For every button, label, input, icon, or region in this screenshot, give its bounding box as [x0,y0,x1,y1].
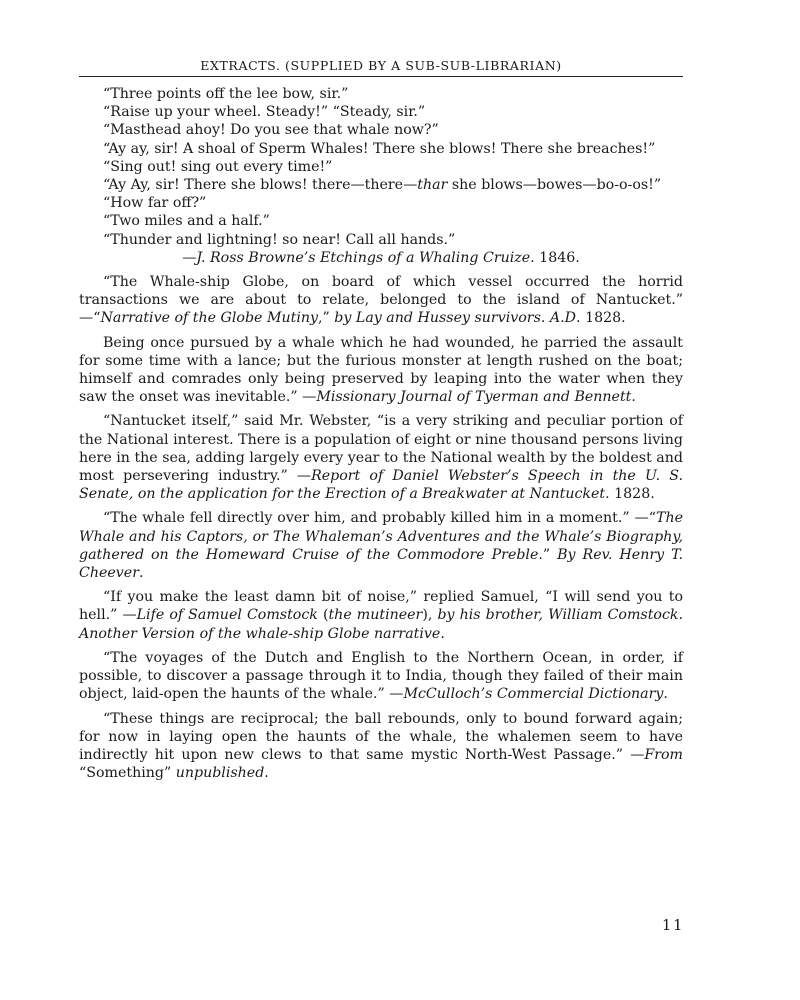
dialogue-line: “How far off?” [103,195,207,212]
extract-source: McCulloch’s Commercial Dictionary [403,686,664,703]
extract-globe [79,273,683,328]
extract-source: by his brother, William Comstock. Another Version of the whale-ship Globe narrative [79,607,683,642]
dialogue-line: “Three points off the lee bow, sir.” [103,86,349,102]
extract-punct: . [138,565,144,582]
book-page [79,58,683,782]
extract-punct: . 1828. [605,486,655,503]
dialogue-line: “Two miles and a half.” [103,213,270,230]
dialogue-line: “Ay ay, sir! A shoal of Sperm Whales! There she blows! There she breaches!” [103,140,656,157]
extract-punct: ( [317,607,329,624]
extract-text: “The voyages of the Dutch and English to the Northern Ocean, in order, if possible, to discover a passage through it to India, though they failed of their main object, laid-open the haunts of the whale.” — [79,649,683,703]
dialogue-line [79,176,683,194]
extract-punct: . [540,310,550,327]
dialogue-line: “Masthead ahoy! Do you see that whale now?” [103,122,439,139]
extract-source: By Rev. Henry T. Cheever [79,546,683,582]
dialogue-line: “Thunder and lightning! so near! Call all hands.” [103,231,456,248]
extract-unpublished [79,710,683,783]
extract-cheever [79,509,683,582]
extract-punct: ,” [318,310,335,327]
extract-punct: . [440,625,445,642]
extract-text: “If you make the least damn bit of noise,” replied Samuel, “I will send you to hell.” — [79,589,683,624]
extract-source: unpublished [175,765,265,782]
extract-text: “The whale fell directly over him, and probably killed him in a moment.” —“ [103,510,656,527]
extract-source: The Whale and his Captors, or The Whaleman’s Adventures and the Whale’s Biography, gathered on the Homeward Cruise of the Commodore Preble [79,510,683,563]
extract-source: Report of Daniel Webster’s Speech in the U. S. Senate, on the application for the Erection of a Breakwater at Nantucket [79,468,683,503]
extract-webster [79,412,683,503]
extract-source: the mutineer [328,607,423,624]
dialogue-text: “Ay Ay, sir! There she blows! there—there— [103,177,418,194]
extract-punct: “Something” [79,765,176,782]
extract-punct: ), [422,607,438,624]
attribution-source: —J. Ross Browne’s Etchings of a Whaling Cruize [182,249,531,266]
extract-punct: . 1828. [576,310,626,327]
extract-missionary [79,334,683,407]
extract-source: A.D [549,310,577,327]
dialogue-emphasis: thar [417,177,448,194]
extract-source: by Lay and Hussey survivors [334,310,541,327]
dialogue-line: “Raise up your wheel. Steady!” “Steady, sir.” [103,104,426,121]
extract-source: Narrative of the Globe Mutiny [100,310,319,327]
extract-source: Missionary Journal of Tyerman and Bennett [316,389,632,406]
extract-punct: . [264,765,269,782]
extract-source: Life of Samuel Comstock [136,607,318,624]
dialogue-attribution [79,249,683,267]
running-header: EXTRACTS. (SUPPLIED BY A SUB-SUB-LIBRARIAN) [79,58,683,77]
dialogue-line: “Sing out! sing out every time!” [103,158,333,175]
extract-punct: . [631,389,636,406]
page-number: 11 [661,916,684,934]
extract-punct: . [663,686,668,703]
extract-text: “These things are reciprocal; the ball rebounds, only to bound forward again; for now in laying open the haunts of the whale, the whalemen seem to have indirectly hit upon new clews to that same mystic North-West Passage.” — [79,710,683,763]
extract-punct: .” [538,546,558,563]
extract-source: From [644,746,683,763]
extract-comstock [79,588,683,643]
extract-text: “Nantucket itself,” said Mr. Webster, “is a very striking and peculiar portion of the National interest. There is a population of eight or nine thousand persons living here in the sea, adding largely every year to the National wealth by the boldest and most persevering industry.” — [79,413,683,485]
dialogue-text: she blows—bowes—bo-o-os!” [447,177,662,194]
extract-text: “The Whale-ship Globe, on board of which vessel occurred the horrid transactions we are about to relate, belonged to the island of Nantucket.” —“ [79,274,683,327]
extract-mcculloch [79,649,683,704]
extract-text: Being once pursued by a whale which he had wounded, he parried the assault for some time with a lance; but the furious monster at length rushed on the boat; himself and comrades only being preserved by leaping into the water when they saw the onset was inevitable.” — [79,334,683,406]
page-body [79,85,683,782]
attribution-year: . 1846. [530,249,580,266]
